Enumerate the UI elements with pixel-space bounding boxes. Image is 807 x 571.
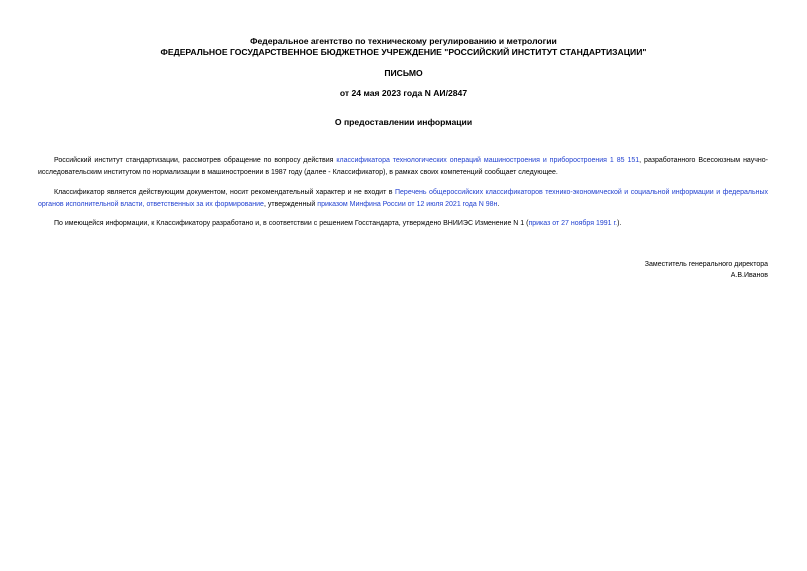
paragraph-2-text-start: Классификатор является действующим документом, носит рекомендательный характер и не входит в (54, 189, 395, 196)
institution-name: ФЕДЕРАЛЬНОЕ ГОСУДАРСТВЕННОЕ БЮДЖЕТНОЕ УЧРЕЖДЕНИЕ "РОССИЙСКИЙ ИНСТИТУТ СТАНДАРТИЗАЦИИ" (160, 47, 647, 57)
document-date-number: от 24 мая 2023 года N АИ/2847 (339, 88, 468, 98)
signatory-position: Заместитель генерального директора (644, 261, 768, 268)
paragraph-2 (38, 187, 768, 210)
paragraph-3-text-start: По имеющейся информации, к Классификатору разработано и, в соответствии с решением Госстандарта, утверждено ВНИИЭС Изменение N 1 ( (54, 220, 529, 227)
document-subject: О предоставлении информации (334, 117, 473, 127)
classifiers-list-link[interactable]: Перечень общероссийских классификаторов технико-экономической и социальной информации и федеральных органов исполнительной власти, ответственных за их формирование (38, 189, 768, 208)
paragraph-1 (38, 155, 768, 178)
classifier-link[interactable]: классификатора технологических операций машиностроения и приборостроения 1 85 151 (336, 157, 640, 164)
paragraph-2-text-middle: , утвержденный (263, 200, 318, 208)
paragraph-3-text-end: ). (617, 220, 622, 227)
order-1991-link[interactable]: приказ от 27 ноября 1991 г. (528, 220, 618, 227)
document-type: ПИСЬМО (384, 68, 423, 78)
paragraph-1-text-end: , разработанного Всесоюзным научно-исследовательским институтом по нормализации в машиностроении в 1987 году (далее - Классификатор), в рамках своих компетенций сообщает следующее. (38, 157, 768, 176)
paragraph-2-text-end: . (497, 200, 500, 208)
paragraph-1-text-start: Российский институт стандартизации, рассмотрев обращение по вопросу действия (54, 157, 337, 164)
signatory-name: А.В.Иванов (730, 272, 768, 279)
paragraph-3 (38, 218, 768, 230)
agency-name: Федеральное агентство по техническому регулированию и метрологии (250, 36, 557, 46)
minfin-order-link[interactable]: приказом Минфина России от 12 июля 2021 года N 98н (317, 200, 498, 208)
